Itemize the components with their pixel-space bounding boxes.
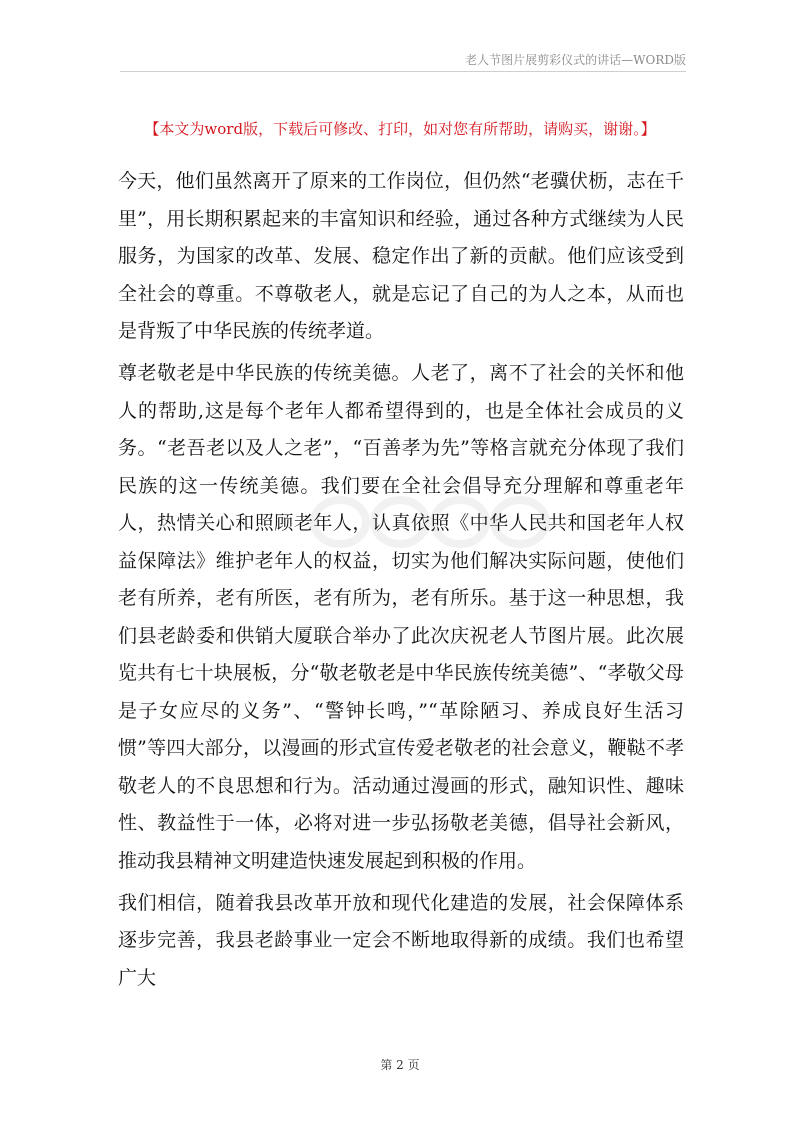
body-paragraph: 今天，他们虽然离开了原来的工作岗位，但仍然“老骥伏枥，志在千里”，用长期积累起来的丰富知识和经验，通过各种方式继续为人民服务，为国家的改革、发展、稳定作出了新的贡献。他们应该受到全社会的尊重。不尊敬老人，就是忘记了自己的为人之本，从而也是背叛了中华民族的传统孝道。 xyxy=(118,170,684,342)
body-paragraph: 尊老敬老是中华民族的传统美德。人老了，离不了社会的关怀和他人的帮助,这是每个老年人都希望得到的，也是全体社会成员的义务。“老吾老以及人之老”，“百善孝为先”等格言就充分体现了我们民族的这一传统美德。我们要在全社会倡导充分理解和尊重老年人，热情关心和照顾老年人，认真依照《中华人民共和国老年人权益保障法》维护老年人的权益，切实为他们解决实际问题，使他们老有所养，老有所医，老有所为，老有所乐。基于这一种思想，我们县老龄委和供销大厦联合举办了此次庆祝老人节图片展。此次展览共有七十块展板，分“敬老敬老是中华民族传统美德”、“孝敬父母是子女应尽的义务”、“警钟长鸣，”“革除陋习、养成良好生活习惯”等四大部分，以漫画的形式宣传爱老敬老的社会意义，鞭鞑不孝敬老人的不良思想和行为。活动通过漫画的形式，融知识性、趣味性、教益性于一体，必将对进一步弘扬敬老美德，倡导社会新风，推动我县精神文明建造快速发展起到积极的作用。 xyxy=(118,362,684,872)
page-number: 第 2 页 xyxy=(380,1058,420,1072)
header-divider xyxy=(120,71,686,72)
body-paragraph: 我们相信，随着我县改革开放和现代化建造的发展，社会保障体系逐步完善，我县老龄事业一定会不断地取得新的成绩。我们也希望广大 xyxy=(118,891,684,989)
download-notice: 【本文为word版，下载后可修改、打印，如对您有所帮助，请购买，谢谢。】 xyxy=(144,120,656,138)
page-header-title: 老人节图片展剪彩仪式的讲话—WORD版 xyxy=(465,53,686,67)
document-body xyxy=(118,163,684,1002)
